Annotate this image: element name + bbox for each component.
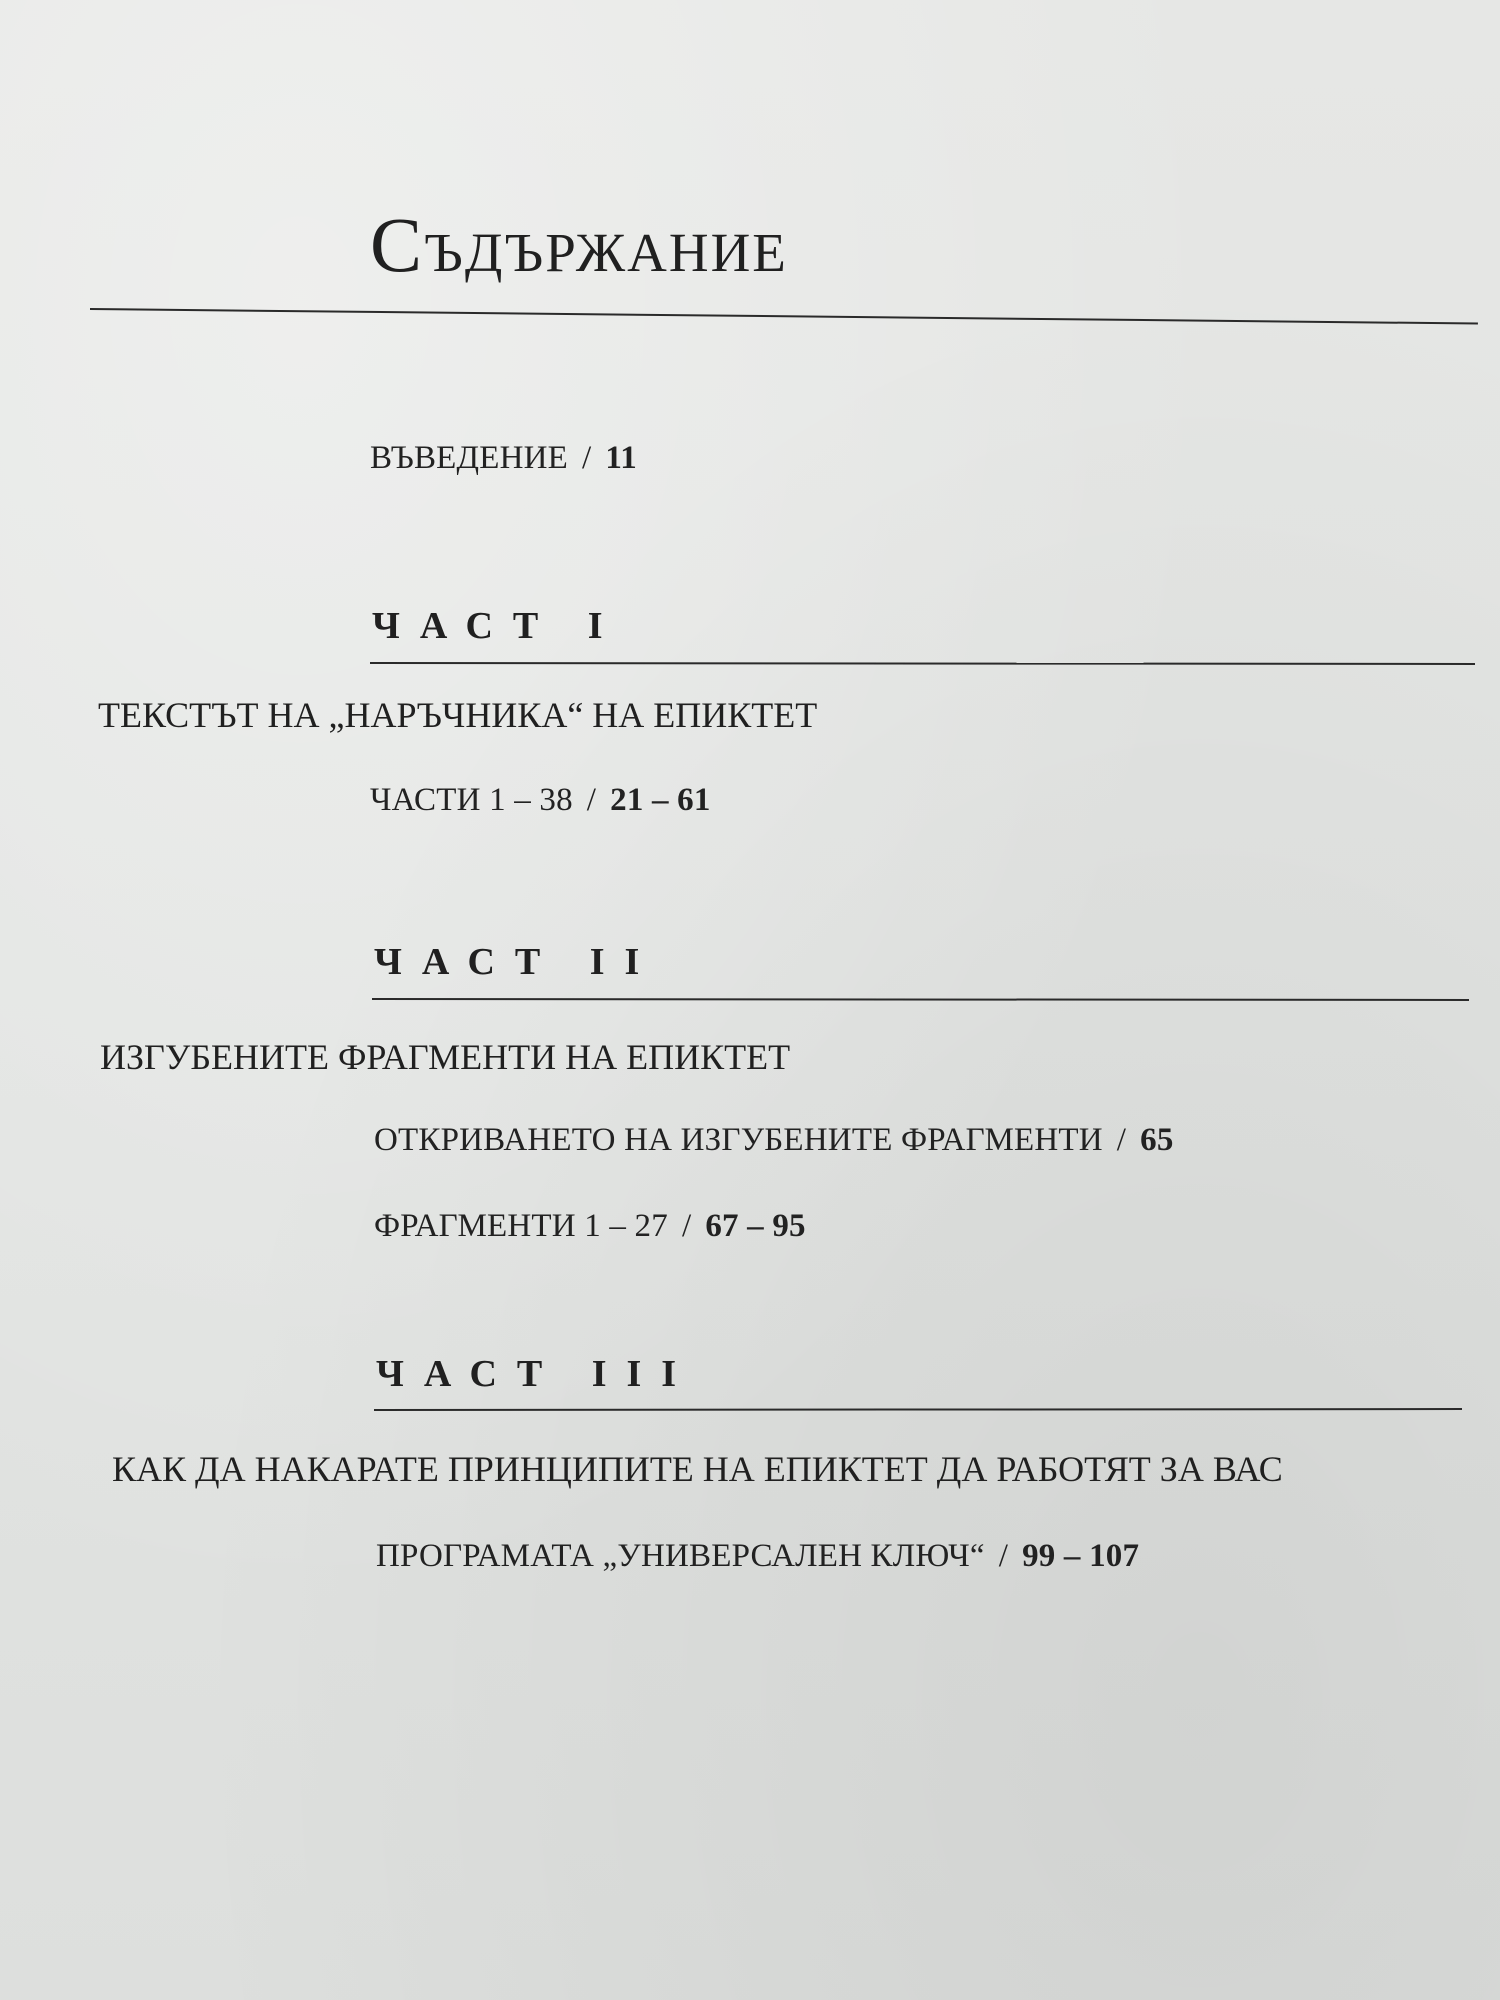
section-title-3: КАК ДА НАКАРАТЕ ПРИНЦИПИТЕ НА ЕПИКТЕТ ДА РАБОТЯТ ЗА ВАС bbox=[112, 1449, 1283, 1489]
entry-label: ФРАГМЕНТИ 1 – 27 bbox=[374, 1208, 668, 1244]
entry-label: ОТКРИВАНЕТО НА ИЗГУБЕНИТЕ ФРАГМЕНТИ bbox=[374, 1122, 1103, 1158]
entry-separator: / bbox=[1116, 1122, 1127, 1158]
part-rule-1 bbox=[370, 662, 1475, 665]
part-rule-2 bbox=[372, 998, 1469, 1001]
section-title-2: ИЗГУБЕНИТЕ ФРАГМЕНТИ НА ЕПИКТЕТ bbox=[100, 1037, 791, 1077]
part-heading-3: ЧАСТ III bbox=[376, 1353, 697, 1395]
part-heading-1: ЧАСТ I bbox=[372, 605, 623, 647]
toc-entry-3-1 bbox=[376, 1538, 1139, 1575]
entry-separator: / bbox=[586, 782, 597, 818]
toc-entry-2-2 bbox=[374, 1208, 806, 1245]
entry-page: 67 – 95 bbox=[705, 1208, 806, 1244]
title-rule bbox=[90, 308, 1478, 325]
part-heading-2: ЧАСТ II bbox=[374, 941, 660, 983]
entry-label: ВЪВЕДЕНИЕ bbox=[370, 440, 569, 476]
section-title-1: ТЕКСТЪТ НА „НАРЪЧНИКА“ НА ЕПИКТЕТ bbox=[98, 695, 818, 735]
entry-page: 99 – 107 bbox=[1022, 1538, 1140, 1574]
entry-page: 65 bbox=[1140, 1122, 1174, 1158]
page-title: Съдържание bbox=[370, 201, 788, 288]
toc-entry-2-1 bbox=[374, 1122, 1174, 1159]
entry-separator: / bbox=[582, 440, 592, 476]
toc-entry-intro bbox=[370, 440, 637, 477]
entry-separator: / bbox=[998, 1538, 1009, 1574]
part-rule-3 bbox=[374, 1408, 1462, 1411]
entry-label: ПРОГРАМАТА „УНИВЕРСАЛЕН КЛЮЧ“ bbox=[376, 1538, 985, 1574]
entry-page: 21 – 61 bbox=[610, 782, 711, 818]
entry-separator: / bbox=[681, 1208, 692, 1244]
toc-entry-1-1 bbox=[370, 782, 711, 819]
entry-label: ЧАСТИ 1 – 38 bbox=[370, 782, 573, 818]
entry-page: 11 bbox=[605, 440, 637, 476]
